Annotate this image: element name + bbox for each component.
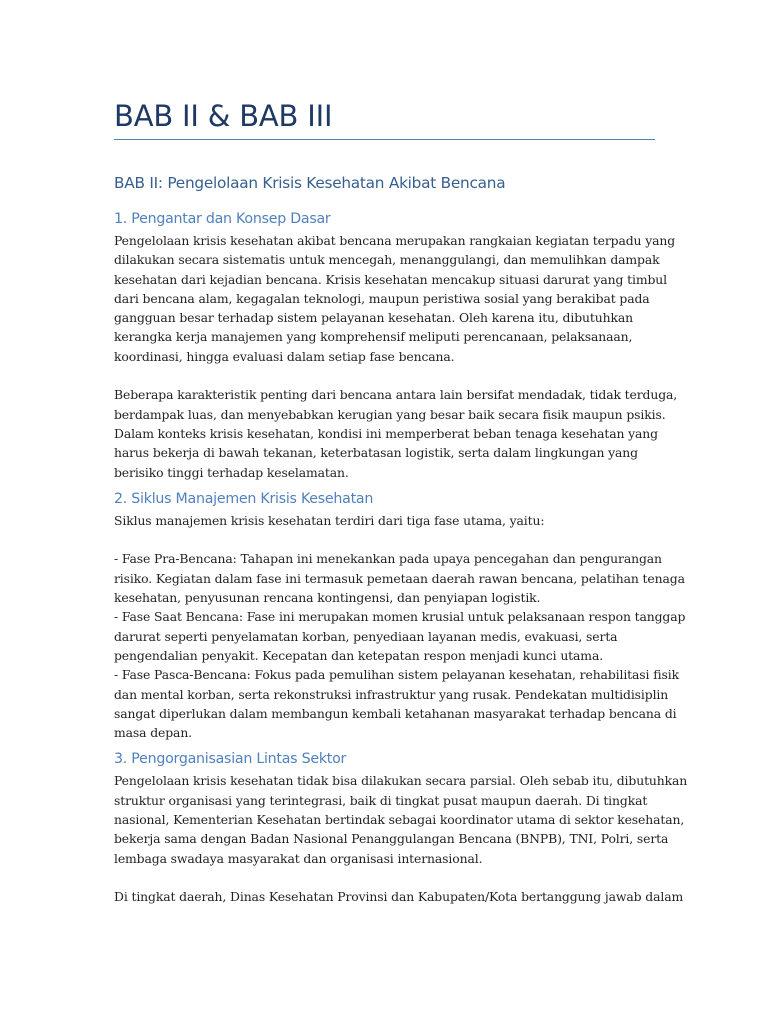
text-line: kesehatan dari kejadian bencana. Krisis kesehatan mencakup situasi darurat yang timbul [114,271,667,287]
text-line: masa depan. [114,725,193,741]
paragraph [114,231,676,366]
text-line: Siklus manajemen krisis kesehatan terdiri dari tiga fase utama, yaitu: [114,512,545,528]
text-line: dari bencana alam, kegagalan teknologi, maupun peristiwa sosial yang berakibat pada [114,290,650,306]
text-line: berdampak luas, dan menyebabkan kerugian yang besar baik secara fisik maupun psikis. [114,406,666,422]
paragraph [114,771,688,867]
section-heading: 3. Pengorganisasian Lintas Sektor [114,751,347,768]
text-line: Pengelolaan krisis kesehatan tidak bisa dilakukan secara parsial. Oleh sebab itu, dibutuhkan [114,773,688,789]
text-line: risiko. Kegiatan dalam fase ini termasuk pemetaan daerah rawan bencana, pelatihan tenaga [114,570,685,586]
section-heading: 1. Pengantar dan Konsep Dasar [114,211,331,227]
chapter-heading: BAB II: Pengelolaan Krisis Kesehatan Akibat Bencana [114,174,506,192]
text-line: kerangka kerja manajemen yang komprehensif meliputi perencanaan, pelaksanaan, [114,329,633,345]
text-line: sangat diperlukan dalam membangun kembali ketahanan masyarakat terhadap bencana di [114,705,677,721]
document-title: BAB II & BAB III [114,99,333,133]
text-line: Di tingkat daerah, Dinas Kesehatan Provinsi dan Kabupaten/Kota bertanggung jawab dalam [114,889,684,905]
text-line: Dalam konteks krisis kesehatan, kondisi ini memperberat beban tenaga kesehatan yang [114,425,658,441]
paragraph [114,887,684,906]
section-heading: 2. Siklus Manajemen Krisis Kesehatan [114,490,374,507]
text-line: gangguan besar terhadap sistem pelayanan kesehatan. Oleh karena itu, dibutuhkan [114,310,633,326]
document-content [114,170,688,907]
paragraph [114,549,686,742]
text-line: dilakukan secara sistematis untuk mencegah, menanggulangi, dan memulihkan dampak [114,252,660,268]
text-line: kesehatan, penyusunan rencana kontingensi, dan penyiapan logistik. [114,590,541,606]
text-line: - Fase Saat Bencana: Fase ini merupakan momen krusial untuk pelaksanaan respon tanggap [114,609,686,625]
text-line: - Fase Pasca-Bencana: Fokus pada pemulihan sistem pelayanan kesehatan, rehabilitasi fisik [114,667,679,683]
text-line: harus bekerja di bawah tekanan, keterbatasan logistik, serta dalam lingkungan yang [114,445,638,461]
title-underline [114,139,655,140]
paragraph [114,511,659,530]
text-line: Pengelolaan krisis kesehatan akibat bencana merupakan rangkaian kegiatan terpadu yang [114,233,676,248]
text-line: berisiko tinggi terhadap keselamatan. [114,464,349,480]
text-line: koordinasi, hingga evaluasi dalam setiap fase bencana. [114,348,455,364]
text-line: struktur organisasi yang terintegrasi, baik di tingkat pusat maupun daerah. Di tingkat [114,792,648,808]
text-line: pengendalian penyakit. Kecepatan dan ketepatan respon menjadi kunci utama. [114,647,604,663]
text-line: darurat seperti penyelamatan korban, penyediaan layanan medis, evakuasi, serta [114,628,618,644]
text-line: nasional, Kementerian Kesehatan bertindak sebagai koordinator utama di sektor kesehatan, [114,812,685,828]
text-line: lembaga swadaya masyarakat dan organisasi internasional. [114,850,483,866]
text-line: Beberapa karakteristik penting dari bencana antara lain bersifat mendadak, tidak terduga, [114,387,678,403]
text-line: bekerja sama dengan Badan Nasional Penanggulangan Bencana (BNPB), TNI, Polri, serta [114,831,669,847]
text-line: - Fase Pra-Bencana: Tahapan ini menekankan pada upaya pencegahan dan pengurangan [114,551,662,567]
text-line: dan mental korban, serta rekonstruksi infrastruktur yang rusak. Pendekatan multidisiplin [114,686,669,702]
paragraph [114,385,678,481]
